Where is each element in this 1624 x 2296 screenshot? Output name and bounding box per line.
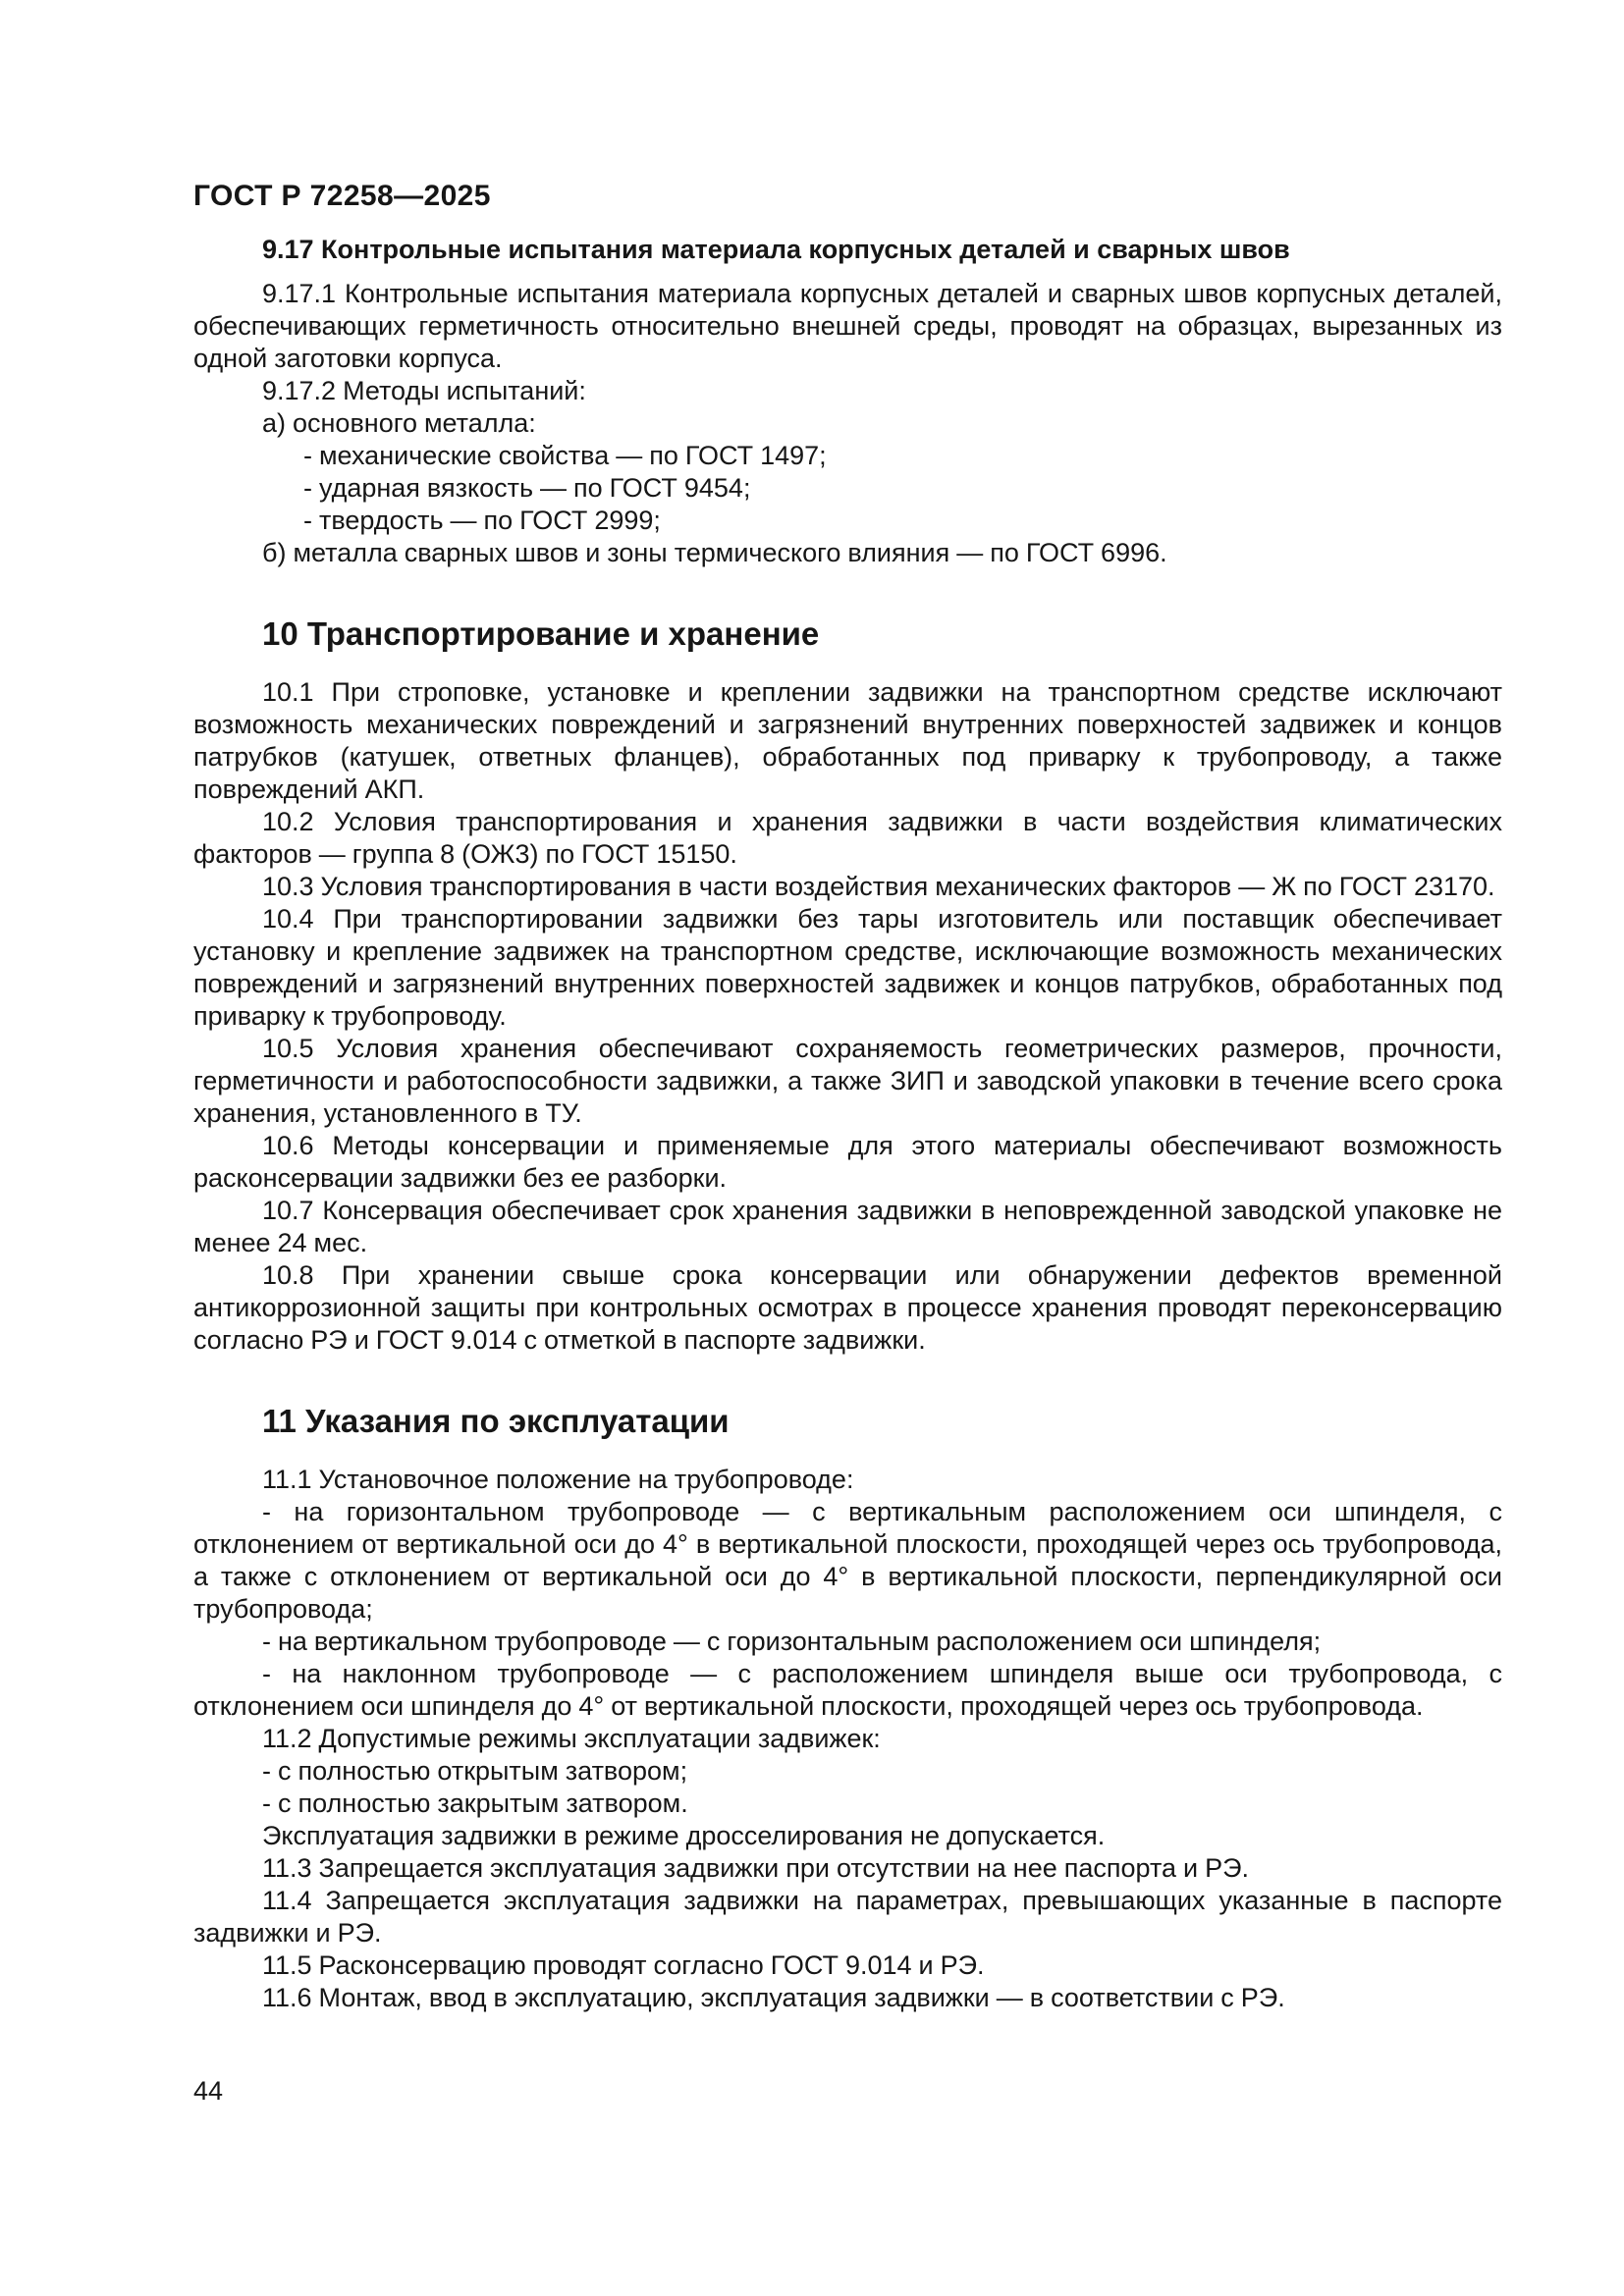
list-item-horizontal-pipeline: - на горизонтальном трубопроводе — с вертикальным расположением оси шпинделя, с отклонением от вертикальной оси до 4° в вертикальной плоскости, проходящей через ось трубопровода, а также с отклонением от вертикальной оси до 4° в вертикальной плоскости, перпендикулярной оси трубопровода; [193, 1497, 1502, 1624]
document-content [193, 233, 1502, 2014]
paragraph-11-2: 11.2 Допустимые режимы эксплуатации задвижек: [262, 1724, 881, 1753]
paragraph-10-3: 10.3 Условия транспортирования в части воздействия механических факторов — Ж по ГОСТ 23170. [262, 872, 1495, 901]
document-code: ГОСТ Р 72258—2025 [193, 180, 491, 212]
paragraph-throttling-note: Эксплуатация задвижки в режиме дросселирования не допускается. [262, 1821, 1106, 1850]
list-item-vertical-pipeline: - на вертикальном трубопроводе — с горизонтальным расположением оси шпинделя; [262, 1627, 1322, 1656]
list-item-open-gate: - с полностью открытым затвором; [262, 1756, 688, 1786]
page-number: 44 [193, 2076, 224, 2106]
paragraph-10-6: 10.6 Методы консервации и применяемые для этого материалы обеспечивают возможность расконсервации задвижки без ее разборки. [193, 1131, 1502, 1193]
paragraph-10-8: 10.8 При хранении свыше срока консервации или обнаружении дефектов временной антикоррозионной защиты при контрольных осмотрах в процессе хранения проводят переконсервацию согласно РЭ и ГОСТ 9.014 с отметкой в паспорте задвижки. [193, 1260, 1502, 1355]
section-11-heading: 11 Указания по эксплуатации [262, 1403, 730, 1439]
paragraph-10-4: 10.4 При транспортировании задвижки без тары изготовитель или поставщик обеспечивает установку и крепление задвижек на транспортном средстве, исключающие возможность механических повреждений и загрязнений внутренних поверхностей задвижек и концов патрубков, обработанных под приварку к трубопроводу. [193, 904, 1502, 1031]
paragraph-10-1: 10.1 При строповке, установке и креплении задвижки на транспортном средстве исключают возможность механических повреждений и загрязнений внутренних поверхностей задвижек и концов патрубков (катушек, ответных фланцев), обработанных под приварку к трубопроводу, а также повреждений АКП. [193, 677, 1502, 804]
paragraph-9-17-2: 9.17.2 Методы испытаний: [262, 376, 586, 405]
list-item-b-weld-metal: б) металла сварных швов и зоны термического влияния — по ГОСТ 6996. [262, 538, 1167, 567]
list-item-hardness: - твердость — по ГОСТ 2999; [303, 506, 661, 535]
list-item-mechanical-properties: - механические свойства — по ГОСТ 1497; [303, 441, 827, 470]
section-9-17-heading: 9.17 Контрольные испытания материала корпусных деталей и сварных швов [262, 235, 1290, 264]
paragraph-11-6: 11.6 Монтаж, ввод в эксплуатацию, эксплуатация задвижки — в соответствии с РЭ. [262, 1983, 1285, 2012]
paragraph-11-5: 11.5 Расконсервацию проводят согласно ГОСТ 9.014 и РЭ. [262, 1950, 985, 1980]
list-item-inclined-pipeline: - на наклонном трубопроводе — с расположением шпинделя выше оси трубопровода, с отклонением оси шпинделя до 4° от вертикальной плоскости, проходящей через ось трубопровода. [193, 1659, 1502, 1721]
paragraph-10-5: 10.5 Условия хранения обеспечивают сохраняемость геометрических размеров, прочности, герметичности и работоспособности задвижки, а также ЗИП и заводской упаковки в течение всего срока хранения, установленного в ТУ. [193, 1034, 1502, 1128]
list-item-impact-strength: - ударная вязкость — по ГОСТ 9454; [303, 473, 751, 503]
list-item-closed-gate: - с полностью закрытым затвором. [262, 1789, 688, 1818]
paragraph-11-4: 11.4 Запрещается эксплуатация задвижки на параметрах, превышающих указанные в паспорте задвижки и РЭ. [193, 1886, 1502, 1948]
running-header [193, 180, 491, 213]
paragraph-10-7: 10.7 Консервация обеспечивает срок хранения задвижки в неповрежденной заводской упаковке не менее 24 мес. [193, 1196, 1502, 1257]
section-10-heading: 10 Транспортирование и хранение [262, 615, 820, 652]
list-item-a-base-metal: а) основного металла: [262, 408, 536, 438]
paragraph-11-3: 11.3 Запрещается эксплуатация задвижки при отсутствии на нее паспорта и РЭ. [262, 1853, 1250, 1883]
paragraph-9-17-1: 9.17.1 Контрольные испытания материала корпусных деталей и сварных швов корпусных деталей, обеспечивающих герметичность относительно внешней среды, проводят на образцах, вырезанных из одной заготовки корпуса. [193, 279, 1502, 373]
paragraph-10-2: 10.2 Условия транспортирования и хранения задвижки в части воздействия климатических факторов — группа 8 (ОЖ3) по ГОСТ 15150. [193, 807, 1502, 869]
paragraph-11-1: 11.1 Установочное положение на трубопроводе: [262, 1465, 854, 1494]
